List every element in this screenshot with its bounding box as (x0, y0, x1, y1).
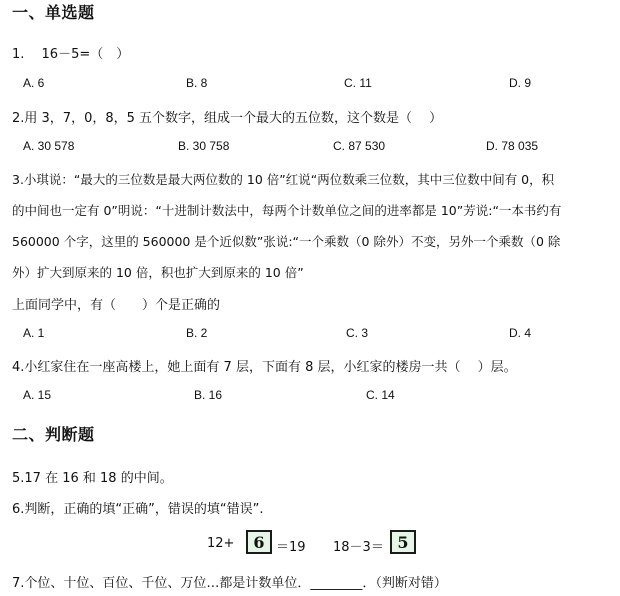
question-3-option-b: B. 2 (186, 326, 208, 340)
question-4-text: 4.小红家住在一座高楼上，她上面有 7 层，下面有 8 层，小红家的楼房一共（ ）层。 (12, 360, 517, 375)
equation-2-left: 18－3＝ (333, 540, 384, 555)
question-3-option-a: A. 1 (23, 326, 45, 340)
question-3-line-4: 外）扩大到原来的 10 倍，积也扩大到原来的 10 倍” (12, 265, 304, 280)
equation-1-answer-box: 6 (246, 530, 272, 554)
section-title-true-false: 二、判断题 (12, 425, 95, 444)
equation-1-right: ＝19 (276, 540, 306, 555)
question-7-text: 7.个位、十位、百位、千位、万位…都是计数单位．________．（判断对错） (12, 576, 447, 591)
question-4-option-b: B. 16 (194, 388, 223, 402)
question-3-line-3: 560000 个字，这里的 560000 是个近似数”张说:“一个乘数（0 除外）不变，另外一个乘数（0 除 (12, 234, 561, 249)
question-2-option-b: B. 30 758 (178, 139, 230, 153)
question-1-option-b: B. 8 (186, 76, 208, 90)
question-4-option-c: C. 14 (366, 388, 395, 402)
question-3-line-1: 3.小琪说：“最大的三位数是最大两位数的 10 倍”红说“两位数乘三位数，其中三位数中间有 0，积 (12, 172, 555, 187)
question-3-option-d: D. 4 (509, 326, 532, 340)
question-5-text: 5.17 在 16 和 18 的中间。 (12, 471, 173, 486)
question-2-text: 2.用 3，7，0，8，5 五个数字，组成一个最大的五位数，这个数是（ ） (12, 111, 443, 126)
question-2-option-a: A. 30 578 (23, 139, 75, 153)
equation-1-left: 12+ (207, 536, 235, 551)
question-3-option-c: C. 3 (346, 326, 369, 340)
question-1-option-c: C. 11 (344, 76, 372, 90)
question-1-text: 1. 16－5=（ ） (12, 47, 130, 62)
section-title-single-choice: 一、单选题 (12, 3, 95, 22)
question-4-option-a: A. 15 (23, 388, 52, 402)
question-6-text: 6.判断，正确的填“正确”，错误的填“错误”. (12, 502, 264, 517)
question-2-option-d: D. 78 035 (486, 139, 539, 153)
question-1-option-d: D. 9 (509, 76, 532, 90)
equation-2-answer-box: 5 (390, 530, 416, 554)
question-3-line-5: 上面同学中，有（ ）个是正确的 (12, 298, 221, 313)
question-1-option-a: A. 6 (23, 76, 45, 90)
question-3-line-2: 的中间也一定有 0”明说：“十进制计数法中，每两个计数单位之间的进率都是 10”芳说:“一本书约有 (12, 203, 562, 218)
question-2-option-c: C. 87 530 (333, 139, 386, 153)
